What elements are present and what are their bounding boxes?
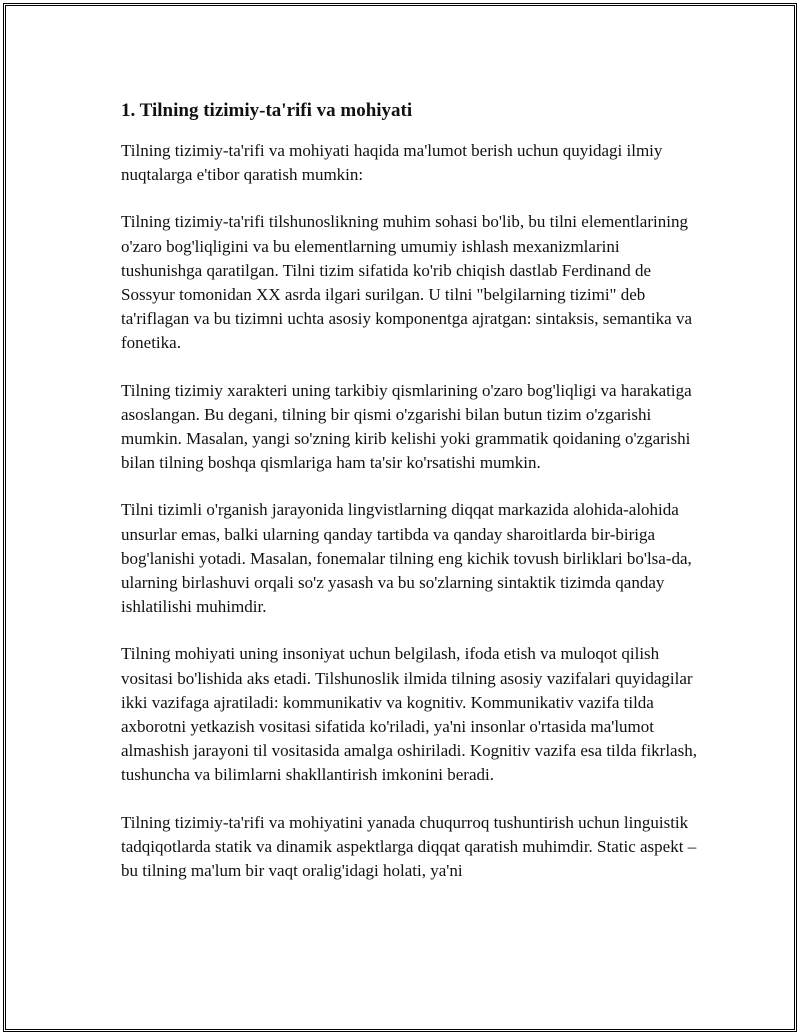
paragraph-systematic-study: Tilni tizimli o'rganish jarayonida lingvistlarning diqqat markazida alohida-alohida unsurlar emas, balki ularning qanday tartibda va qanday sharoitlarda bir-biriga bog'lanishi yotadi. Masalan, fonemalar tilning eng kichik tovush birliklari bo'lsa-da, ularning birlashuvi orqali so'z yasash va bu so'zlarning sintaktik tizimda qanday ishlatilishi muhimdir. [121, 500, 692, 617]
paragraph-essence: Tilning mohiyati uning insoniyat uchun belgilash, ifoda etish va muloqot qilish vositasi bo'lishida aks etadi. Tilshunoslik ilmida tilning asosiy vazifalari quyidagilar ikki vazifaga ajratiladi: kommunikativ va kognitiv. Kommunikativ vazifa tilda axborotni yetkazish vositasi sifatida ko'riladi, ya'ni insonlar o'rtasida ma'lumot almashish jarayoni til vositasida amalga oshiriladi. Kognitiv vazifa esa tilda fikrlash, tushuncha va bilimlarni shakllantirish imkonini beradi. [121, 644, 697, 785]
page-frame [3, 3, 797, 1032]
document-body [121, 98, 701, 906]
paragraph-system-definition: Tilning tizimiy-ta'rifi tilshunoslikning muhim sohasi bo'lib, bu tilni elementlarining o'zaro bog'liqligini va bu elementlarning umumiy ishlash mexanizmlarini tushunishga qaratilgan. Tilni tizim sifatida ko'rib chiqish dastlab Ferdinand de Sossyur tomonidan XX asrda ilgari surilgan. U tilni "belgilarning tizimi" deb ta'riflagan va bu tizimni uchta asosiy komponentga ajratgan: sintaksis, semantika va fonetika. [121, 212, 692, 353]
paragraph-system-character: Tilning tizimiy xarakteri uning tarkibiy qismlarining o'zaro bog'liqligi va harakatiga asoslangan. Bu degani, tilning bir qismi o'zgarishi bilan butun tizim o'zgarishi mumkin. Masalan, yangi so'zning kirib kelishi yoki grammatik qoidaning o'zgarishi bilan tilning boshqa qismlariga ham ta'sir ko'rsatishi mumkin. [121, 380, 692, 473]
section-heading: 1. Tilning tizimiy-ta'rifi va mohiyati [121, 100, 413, 121]
paragraph-intro: Tilning tizimiy-ta'rifi va mohiyati haqida ma'lumot berish uchun quyidagi ilmiy nuqtalarga e'tibor qaratish mumkin: [121, 141, 663, 185]
paragraph-aspects: Tilning tizimiy-ta'rifi va mohiyatini yanada chuqurroq tushuntirish uchun linguistik tadqiqotlarda statik va dinamik aspektlarga diqqat qaratish muhimdir. Static aspekt – bu tilning ma'lum bir vaqt oralig'idagi holati, ya'ni [121, 812, 697, 881]
